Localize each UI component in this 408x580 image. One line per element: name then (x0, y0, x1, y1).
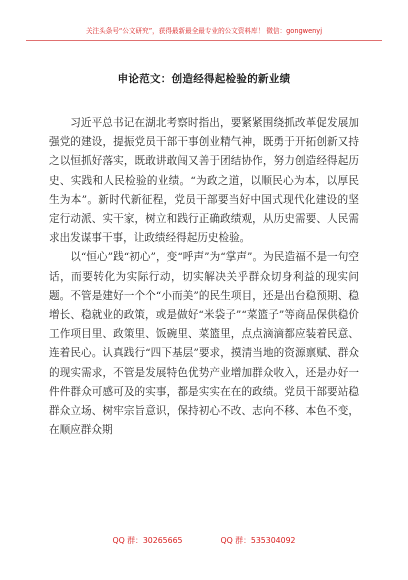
header-banner: 关注头条号“公文研究”，获得最新最全最专业的公文资料库！ 微信：gongwenyj (85, 27, 323, 35)
header-divider (26, 40, 382, 41)
body-paragraph: 习近平总书记在湖北考察时指出，要紧紧围绕抓改革促发展加强党的建设，提振党员干部干事创业精气神，既勇于开拓创新又持之以恒抓好落实，既敢讲敢闯又善于团结协作，努力创造经得起历史、实践和人民检验的业绩。“为政之道，以顺民心为本，以厚民生为本”。新时代新征程，党员干部要当好中国式现代化建设的坚定行动派、实干家，树立和践行正确政绩观，从历史需要、人民需求出发谋事干事，让政绩经得起历史检验。 (49, 117, 359, 245)
footer-qq-group-2: QQ 群：535304092 (220, 536, 296, 545)
document-body (49, 114, 359, 440)
body-paragraph: 以“恒心”践“初心”，变“呼声”为“掌声”。为民造福不是一句空话，而要转化为实际行动，切实解决关乎群众切身利益的现实问题。不管是建好一个个“小而美”的民生项目，还是出台稳预期、稳增长、稳就业的政策，或是做好“米袋子”“菜篮子”等商品保供稳价工作项目里、政策里、饭碗里、菜篮里，点点滴滴都应装着民意、连着民心。认真践行“四下基层”要求，摸清当地的资源禀赋、群众的现实需求，不管是发展特色优势产业增加群众收入，还是办好一件件群众可感可及的实事，都是实实在在的政绩。党员干部要站稳群众立场、树牢宗旨意识，保持初心不改、志向不移、本色不变，在顺应群众期 (49, 251, 359, 437)
footer-qq-group-1: QQ 群：30265665 (112, 536, 183, 545)
document-title: 申论范文：创造经得起检验的新业绩 (117, 73, 291, 85)
footer-contact (0, 535, 408, 546)
